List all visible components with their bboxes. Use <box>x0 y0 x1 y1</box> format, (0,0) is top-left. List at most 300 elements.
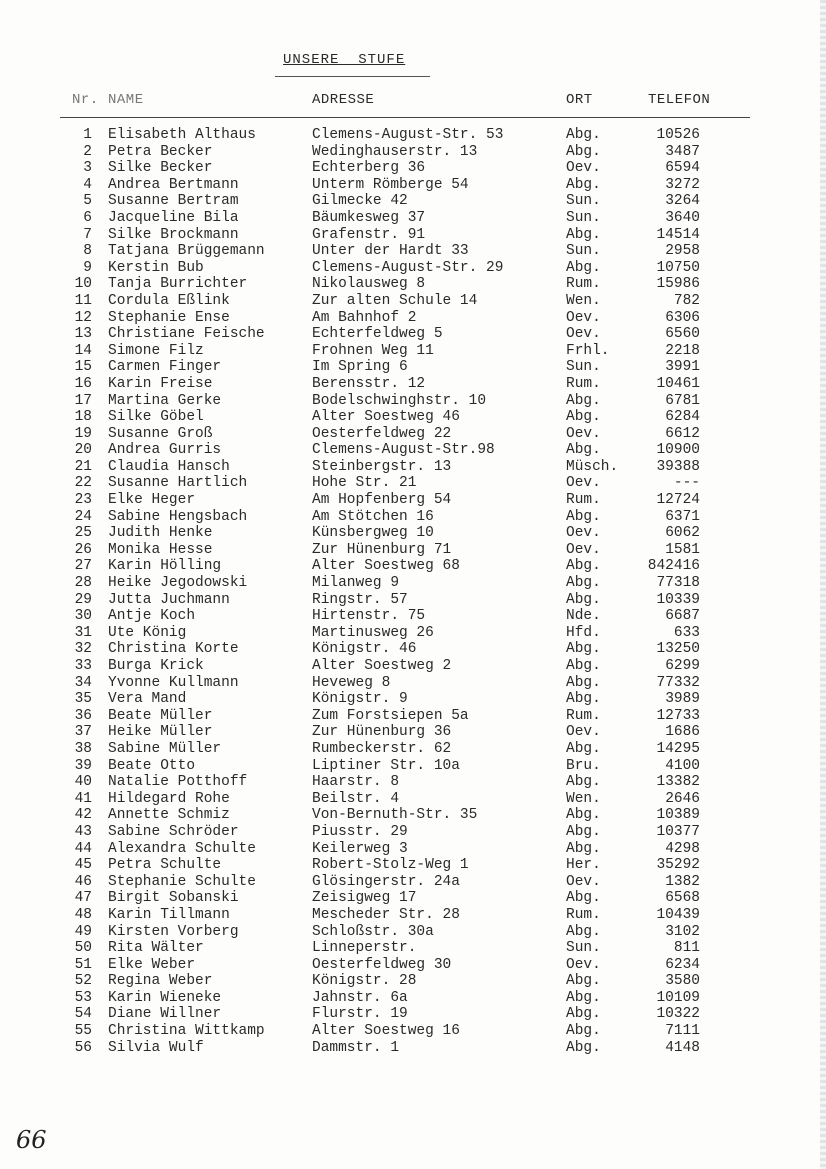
row-phone: 14295 <box>656 740 700 757</box>
row-name: Cordula Eßlink <box>108 292 230 309</box>
row-number: 27 <box>74 558 92 575</box>
row-number: 33 <box>74 658 92 674</box>
row-number: 52 <box>74 973 92 990</box>
row-address: Künsbergweg 10 <box>312 525 434 542</box>
row-place: Abg. <box>566 890 601 907</box>
row-name: Yvonne Kullmann <box>108 674 239 691</box>
table-row <box>0 940 826 957</box>
row-name: Petra Becker <box>108 143 213 160</box>
table-row <box>0 907 826 924</box>
row-number: 24 <box>74 508 92 525</box>
row-number: 28 <box>74 575 92 592</box>
table-row <box>0 442 826 459</box>
row-place: Oev. <box>566 326 601 343</box>
row-place: Abg. <box>566 442 601 459</box>
row-phone: 1382 <box>665 873 700 890</box>
row-phone: 6612 <box>665 425 700 442</box>
row-phone: 77318 <box>656 575 700 592</box>
row-place: Frhl. <box>566 342 610 359</box>
row-address: Flurstr. 19 <box>312 1006 408 1023</box>
row-number: 53 <box>74 989 92 1006</box>
row-place: Wen. <box>566 790 601 807</box>
row-name: Monika Hesse <box>108 541 213 558</box>
row-address: Hohe Str. 21 <box>312 475 417 492</box>
row-name: Stephanie Ense <box>108 309 230 326</box>
table-row <box>0 1023 826 1040</box>
table-row <box>0 890 826 907</box>
row-address: Keilerweg 3 <box>312 840 408 857</box>
row-name: Silke Göbel <box>108 409 204 426</box>
row-phone: 12724 <box>656 492 700 509</box>
row-address: Berensstr. 12 <box>312 375 426 392</box>
row-phone: 13250 <box>656 641 700 658</box>
row-place: Sun. <box>566 243 601 260</box>
row-number: 5 <box>83 193 92 210</box>
row-place: Abg. <box>566 740 601 757</box>
row-number: 43 <box>74 823 92 840</box>
row-place: Abg. <box>566 127 601 143</box>
row-phone: 3989 <box>665 691 700 708</box>
header-divider <box>60 117 750 118</box>
row-name: Karin Hölling <box>108 558 222 575</box>
row-place: Oev. <box>566 475 601 492</box>
table-row <box>0 276 826 293</box>
table-row <box>0 857 826 874</box>
row-phone: 10377 <box>656 823 700 840</box>
row-phone: --- <box>673 475 700 492</box>
row-phone: 782 <box>673 292 700 309</box>
row-name: Elke Weber <box>108 956 196 973</box>
row-address: Glösingerstr. 24a <box>312 873 460 890</box>
row-address: Dammstr. 1 <box>312 1039 400 1056</box>
table-row <box>0 558 826 575</box>
row-place: Oev. <box>566 873 601 890</box>
row-name: Natalie Potthoff <box>108 774 248 791</box>
row-phone: 3487 <box>665 143 700 160</box>
row-name: Elke Heger <box>108 492 196 509</box>
row-place: Oev. <box>566 724 601 741</box>
header-nr: Nr. <box>72 92 99 108</box>
row-phone: 6594 <box>665 160 700 177</box>
row-place: Oev. <box>566 309 601 326</box>
row-address: Unterm Römberge 54 <box>312 176 469 193</box>
row-name: Annette Schmiz <box>108 807 230 824</box>
row-phone: 12733 <box>656 707 700 724</box>
row-phone: 6284 <box>665 409 700 426</box>
row-address: Am Stötchen 16 <box>312 508 434 525</box>
row-address: Im Spring 6 <box>312 359 408 376</box>
row-address: Unter der Hardt 33 <box>312 243 469 260</box>
table-row <box>0 791 826 808</box>
row-number: 30 <box>74 608 92 625</box>
row-name: Elisabeth Althaus <box>108 127 256 143</box>
row-address: Am Bahnhof 2 <box>312 309 417 326</box>
header-name: NAME <box>108 92 144 108</box>
row-phone: 2218 <box>665 342 700 359</box>
row-name: Karin Tillmann <box>108 906 230 923</box>
row-number: 4 <box>83 176 92 193</box>
row-place: Rum. <box>566 492 601 509</box>
row-number: 49 <box>74 923 92 940</box>
table-row <box>0 1006 826 1023</box>
row-name: Alexandra Schulte <box>108 840 256 857</box>
title-underline <box>275 76 430 77</box>
row-address: Clemens-August-Str.98 <box>312 442 495 459</box>
table-row <box>0 475 826 492</box>
row-phone: 10900 <box>656 442 700 459</box>
row-name: Petra Schulte <box>108 857 222 874</box>
row-phone: 3991 <box>665 359 700 376</box>
table-row <box>0 973 826 990</box>
row-address: Wedinghauserstr. 13 <box>312 143 478 160</box>
row-address: Königstr. 9 <box>312 691 408 708</box>
table-row <box>0 708 826 725</box>
row-name: Andrea Bertmann <box>108 176 239 193</box>
table-row <box>0 741 826 758</box>
table-row <box>0 625 826 642</box>
row-place: Abg. <box>566 1006 601 1023</box>
row-number: 37 <box>74 724 92 741</box>
row-phone: 3264 <box>665 193 700 210</box>
row-number: 3 <box>83 160 92 177</box>
row-place: Abg. <box>566 973 601 990</box>
row-name: Jutta Juchmann <box>108 591 230 608</box>
row-name: Stephanie Schulte <box>108 873 256 890</box>
row-address: Hirtenstr. 75 <box>312 608 426 625</box>
table-row <box>0 957 826 974</box>
row-place: Abg. <box>566 840 601 857</box>
row-name: Ute König <box>108 624 187 641</box>
row-place: Abg. <box>566 641 601 658</box>
row-number: 21 <box>74 458 92 475</box>
row-number: 42 <box>74 807 92 824</box>
table-header <box>0 92 826 112</box>
row-number: 1 <box>83 127 92 143</box>
row-phone: 6306 <box>665 309 700 326</box>
row-address: Heveweg 8 <box>312 674 391 691</box>
table-row <box>0 509 826 526</box>
address-table <box>0 127 826 1056</box>
row-place: Abg. <box>566 674 601 691</box>
row-address: Zum Forstsiepen 5a <box>312 707 469 724</box>
row-name: Burga Krick <box>108 658 204 674</box>
row-address: Alter Soestweg 16 <box>312 1023 460 1040</box>
row-name: Christina Korte <box>108 641 239 658</box>
row-phone: 77332 <box>656 674 700 691</box>
row-phone: 842416 <box>647 558 700 575</box>
table-row <box>0 227 826 244</box>
row-number: 23 <box>74 492 92 509</box>
row-address: Gilmecke 42 <box>312 193 408 210</box>
row-address: Echterberg 36 <box>312 160 426 177</box>
row-number: 32 <box>74 641 92 658</box>
row-phone: 2958 <box>665 243 700 260</box>
table-row <box>0 127 826 144</box>
row-number: 51 <box>74 956 92 973</box>
row-address: Beilstr. 4 <box>312 790 400 807</box>
row-phone: 3272 <box>665 176 700 193</box>
row-phone: 39388 <box>656 458 700 475</box>
header-telefon: TELEFON <box>648 92 711 108</box>
row-number: 8 <box>83 243 92 260</box>
row-name: Birgit Sobanski <box>108 890 239 907</box>
row-number: 29 <box>74 591 92 608</box>
row-place: Rum. <box>566 707 601 724</box>
row-name: Beate Otto <box>108 757 196 774</box>
row-number: 54 <box>74 1006 92 1023</box>
row-place: Abg. <box>566 923 601 940</box>
row-phone: 6687 <box>665 608 700 625</box>
row-phone: 10339 <box>656 591 700 608</box>
row-name: Jacqueline Bila <box>108 209 239 226</box>
table-row <box>0 426 826 443</box>
row-address: Bäumkesweg 37 <box>312 209 426 226</box>
row-number: 16 <box>74 375 92 392</box>
row-phone: 633 <box>673 624 700 641</box>
row-name: Diane Willner <box>108 1006 222 1023</box>
row-place: Abg. <box>566 691 601 708</box>
row-number: 56 <box>74 1039 92 1056</box>
row-place: Rum. <box>566 375 601 392</box>
table-row <box>0 193 826 210</box>
row-address: Jahnstr. 6a <box>312 989 408 1006</box>
row-phone: 1686 <box>665 724 700 741</box>
row-address: Clemens-August-Str. 29 <box>312 259 504 276</box>
row-address: Alter Soestweg 68 <box>312 558 460 575</box>
page-title: UNSERE STUFE <box>283 52 406 68</box>
row-phone: 6781 <box>665 392 700 409</box>
row-phone: 6062 <box>665 525 700 542</box>
table-row <box>0 592 826 609</box>
row-address: Zur Hünenburg 71 <box>312 541 452 558</box>
row-name: Carmen Finger <box>108 359 222 376</box>
row-number: 40 <box>74 774 92 791</box>
table-row <box>0 774 826 791</box>
row-number: 25 <box>74 525 92 542</box>
row-phone: 6560 <box>665 326 700 343</box>
row-name: Simone Filz <box>108 342 204 359</box>
row-name: Martina Gerke <box>108 392 222 409</box>
row-name: Heike Müller <box>108 724 213 741</box>
row-phone: 4298 <box>665 840 700 857</box>
row-address: Am Hopfenberg 54 <box>312 492 452 509</box>
row-place: Sun. <box>566 940 601 957</box>
row-place: Abg. <box>566 823 601 840</box>
row-name: Karin Freise <box>108 375 213 392</box>
row-address: Zur Hünenburg 36 <box>312 724 452 741</box>
row-phone: 35292 <box>656 857 700 874</box>
row-phone: 4100 <box>665 757 700 774</box>
row-name: Sabine Müller <box>108 740 222 757</box>
table-row <box>0 293 826 310</box>
row-number: 41 <box>74 790 92 807</box>
header-ort: ORT <box>566 92 593 108</box>
row-number: 45 <box>74 857 92 874</box>
table-row <box>0 326 826 343</box>
row-address: Königstr. 28 <box>312 973 417 990</box>
table-row <box>0 177 826 194</box>
row-address: Haarstr. 8 <box>312 774 400 791</box>
row-place: Abg. <box>566 807 601 824</box>
row-place: Sun. <box>566 193 601 210</box>
row-number: 19 <box>74 425 92 442</box>
row-name: Silvia Wulf <box>108 1039 204 1056</box>
row-name: Vera Mand <box>108 691 187 708</box>
row-place: Abg. <box>566 409 601 426</box>
table-row <box>0 144 826 161</box>
row-number: 11 <box>74 292 92 309</box>
row-number: 2 <box>83 143 92 160</box>
row-name: Silke Brockmann <box>108 226 239 243</box>
row-name: Tatjana Brüggemann <box>108 243 265 260</box>
row-address: Mescheder Str. 28 <box>312 906 460 923</box>
row-place: Abg. <box>566 392 601 409</box>
row-address: Königstr. 46 <box>312 641 417 658</box>
row-address: Zeisigweg 17 <box>312 890 417 907</box>
row-place: Abg. <box>566 558 601 575</box>
row-address: Von-Bernuth-Str. 35 <box>312 807 478 824</box>
row-number: 20 <box>74 442 92 459</box>
row-place: Abg. <box>566 1039 601 1056</box>
table-row <box>0 210 826 227</box>
row-place: Her. <box>566 857 601 874</box>
row-number: 22 <box>74 475 92 492</box>
table-row <box>0 492 826 509</box>
row-place: Müsch. <box>566 458 619 475</box>
table-row <box>0 376 826 393</box>
row-name: Heike Jegodowski <box>108 575 248 592</box>
row-address: Grafenstr. 91 <box>312 226 426 243</box>
row-number: 55 <box>74 1023 92 1040</box>
row-name: Tanja Burrichter <box>108 276 248 293</box>
row-address: Liptiner Str. 10a <box>312 757 460 774</box>
row-name: Hildegard Rohe <box>108 790 230 807</box>
row-name: Christiane Feische <box>108 326 265 343</box>
row-phone: 10439 <box>656 906 700 923</box>
row-phone: 14514 <box>656 226 700 243</box>
row-place: Abg. <box>566 226 601 243</box>
row-address: Zur alten Schule 14 <box>312 292 478 309</box>
row-number: 7 <box>83 226 92 243</box>
row-phone: 6299 <box>665 658 700 674</box>
row-phone: 2646 <box>665 790 700 807</box>
table-row <box>0 990 826 1007</box>
row-place: Hfd. <box>566 624 601 641</box>
row-place: Abg. <box>566 774 601 791</box>
table-row <box>0 724 826 741</box>
row-place: Sun. <box>566 359 601 376</box>
row-address: Nikolausweg 8 <box>312 276 426 293</box>
row-address: Steinbergstr. 13 <box>312 458 452 475</box>
row-name: Claudia Hansch <box>108 458 230 475</box>
row-place: Oev. <box>566 956 601 973</box>
table-row <box>0 841 826 858</box>
row-number: 6 <box>83 209 92 226</box>
table-row <box>0 874 826 891</box>
row-address: Ringstr. 57 <box>312 591 408 608</box>
row-phone: 4148 <box>665 1039 700 1056</box>
table-row <box>0 807 826 824</box>
table-row <box>0 393 826 410</box>
row-phone: 10526 <box>656 127 700 143</box>
row-address: Martinusweg 26 <box>312 624 434 641</box>
table-row <box>0 675 826 692</box>
row-number: 12 <box>74 309 92 326</box>
row-name: Beate Müller <box>108 707 213 724</box>
row-number: 18 <box>74 409 92 426</box>
table-row <box>0 459 826 476</box>
row-place: Abg. <box>566 508 601 525</box>
row-number: 35 <box>74 691 92 708</box>
row-number: 50 <box>74 940 92 957</box>
row-number: 10 <box>74 276 92 293</box>
row-number: 17 <box>74 392 92 409</box>
row-place: Abg. <box>566 1023 601 1040</box>
row-number: 38 <box>74 740 92 757</box>
row-phone: 3102 <box>665 923 700 940</box>
row-address: Rumbeckerstr. 62 <box>312 740 452 757</box>
row-phone: 15986 <box>656 276 700 293</box>
row-number: 39 <box>74 757 92 774</box>
row-phone: 10750 <box>656 259 700 276</box>
row-place: Abg. <box>566 989 601 1006</box>
row-place: Rum. <box>566 276 601 293</box>
row-phone: 811 <box>673 940 700 957</box>
row-phone: 6371 <box>665 508 700 525</box>
row-number: 13 <box>74 326 92 343</box>
row-phone: 10322 <box>656 1006 700 1023</box>
row-name: Rita Wälter <box>108 940 204 957</box>
row-address: Bodelschwinghstr. 10 <box>312 392 487 409</box>
row-name: Sabine Schröder <box>108 823 239 840</box>
row-phone: 3580 <box>665 973 700 990</box>
table-row <box>0 160 826 177</box>
row-number: 15 <box>74 359 92 376</box>
row-phone: 13382 <box>656 774 700 791</box>
table-row <box>0 658 826 675</box>
row-name: Susanne Hartlich <box>108 475 248 492</box>
page-number: 66 <box>16 1126 47 1154</box>
row-place: Abg. <box>566 259 601 276</box>
row-name: Kirsten Vorberg <box>108 923 239 940</box>
row-address: Piusstr. 29 <box>312 823 408 840</box>
row-name: Susanne Groß <box>108 425 213 442</box>
row-place: Oev. <box>566 525 601 542</box>
row-number: 36 <box>74 707 92 724</box>
row-number: 9 <box>83 259 92 276</box>
table-row <box>0 243 826 260</box>
row-place: Abg. <box>566 143 601 160</box>
row-name: Silke Becker <box>108 160 213 177</box>
row-phone: 10109 <box>656 989 700 1006</box>
row-address: Oesterfeldweg 22 <box>312 425 452 442</box>
row-place: Oev. <box>566 541 601 558</box>
row-phone: 6568 <box>665 890 700 907</box>
row-phone: 7111 <box>665 1023 700 1040</box>
row-place: Abg. <box>566 575 601 592</box>
table-row <box>0 924 826 941</box>
row-address: Frohnen Weg 11 <box>312 342 434 359</box>
row-address: Clemens-August-Str. 53 <box>312 127 504 143</box>
table-row <box>0 758 826 775</box>
row-address: Oesterfeldweg 30 <box>312 956 452 973</box>
row-place: Abg. <box>566 176 601 193</box>
row-place: Oev. <box>566 160 601 177</box>
row-name: Regina Weber <box>108 973 213 990</box>
row-phone: 6234 <box>665 956 700 973</box>
table-row <box>0 575 826 592</box>
row-phone: 1581 <box>665 541 700 558</box>
